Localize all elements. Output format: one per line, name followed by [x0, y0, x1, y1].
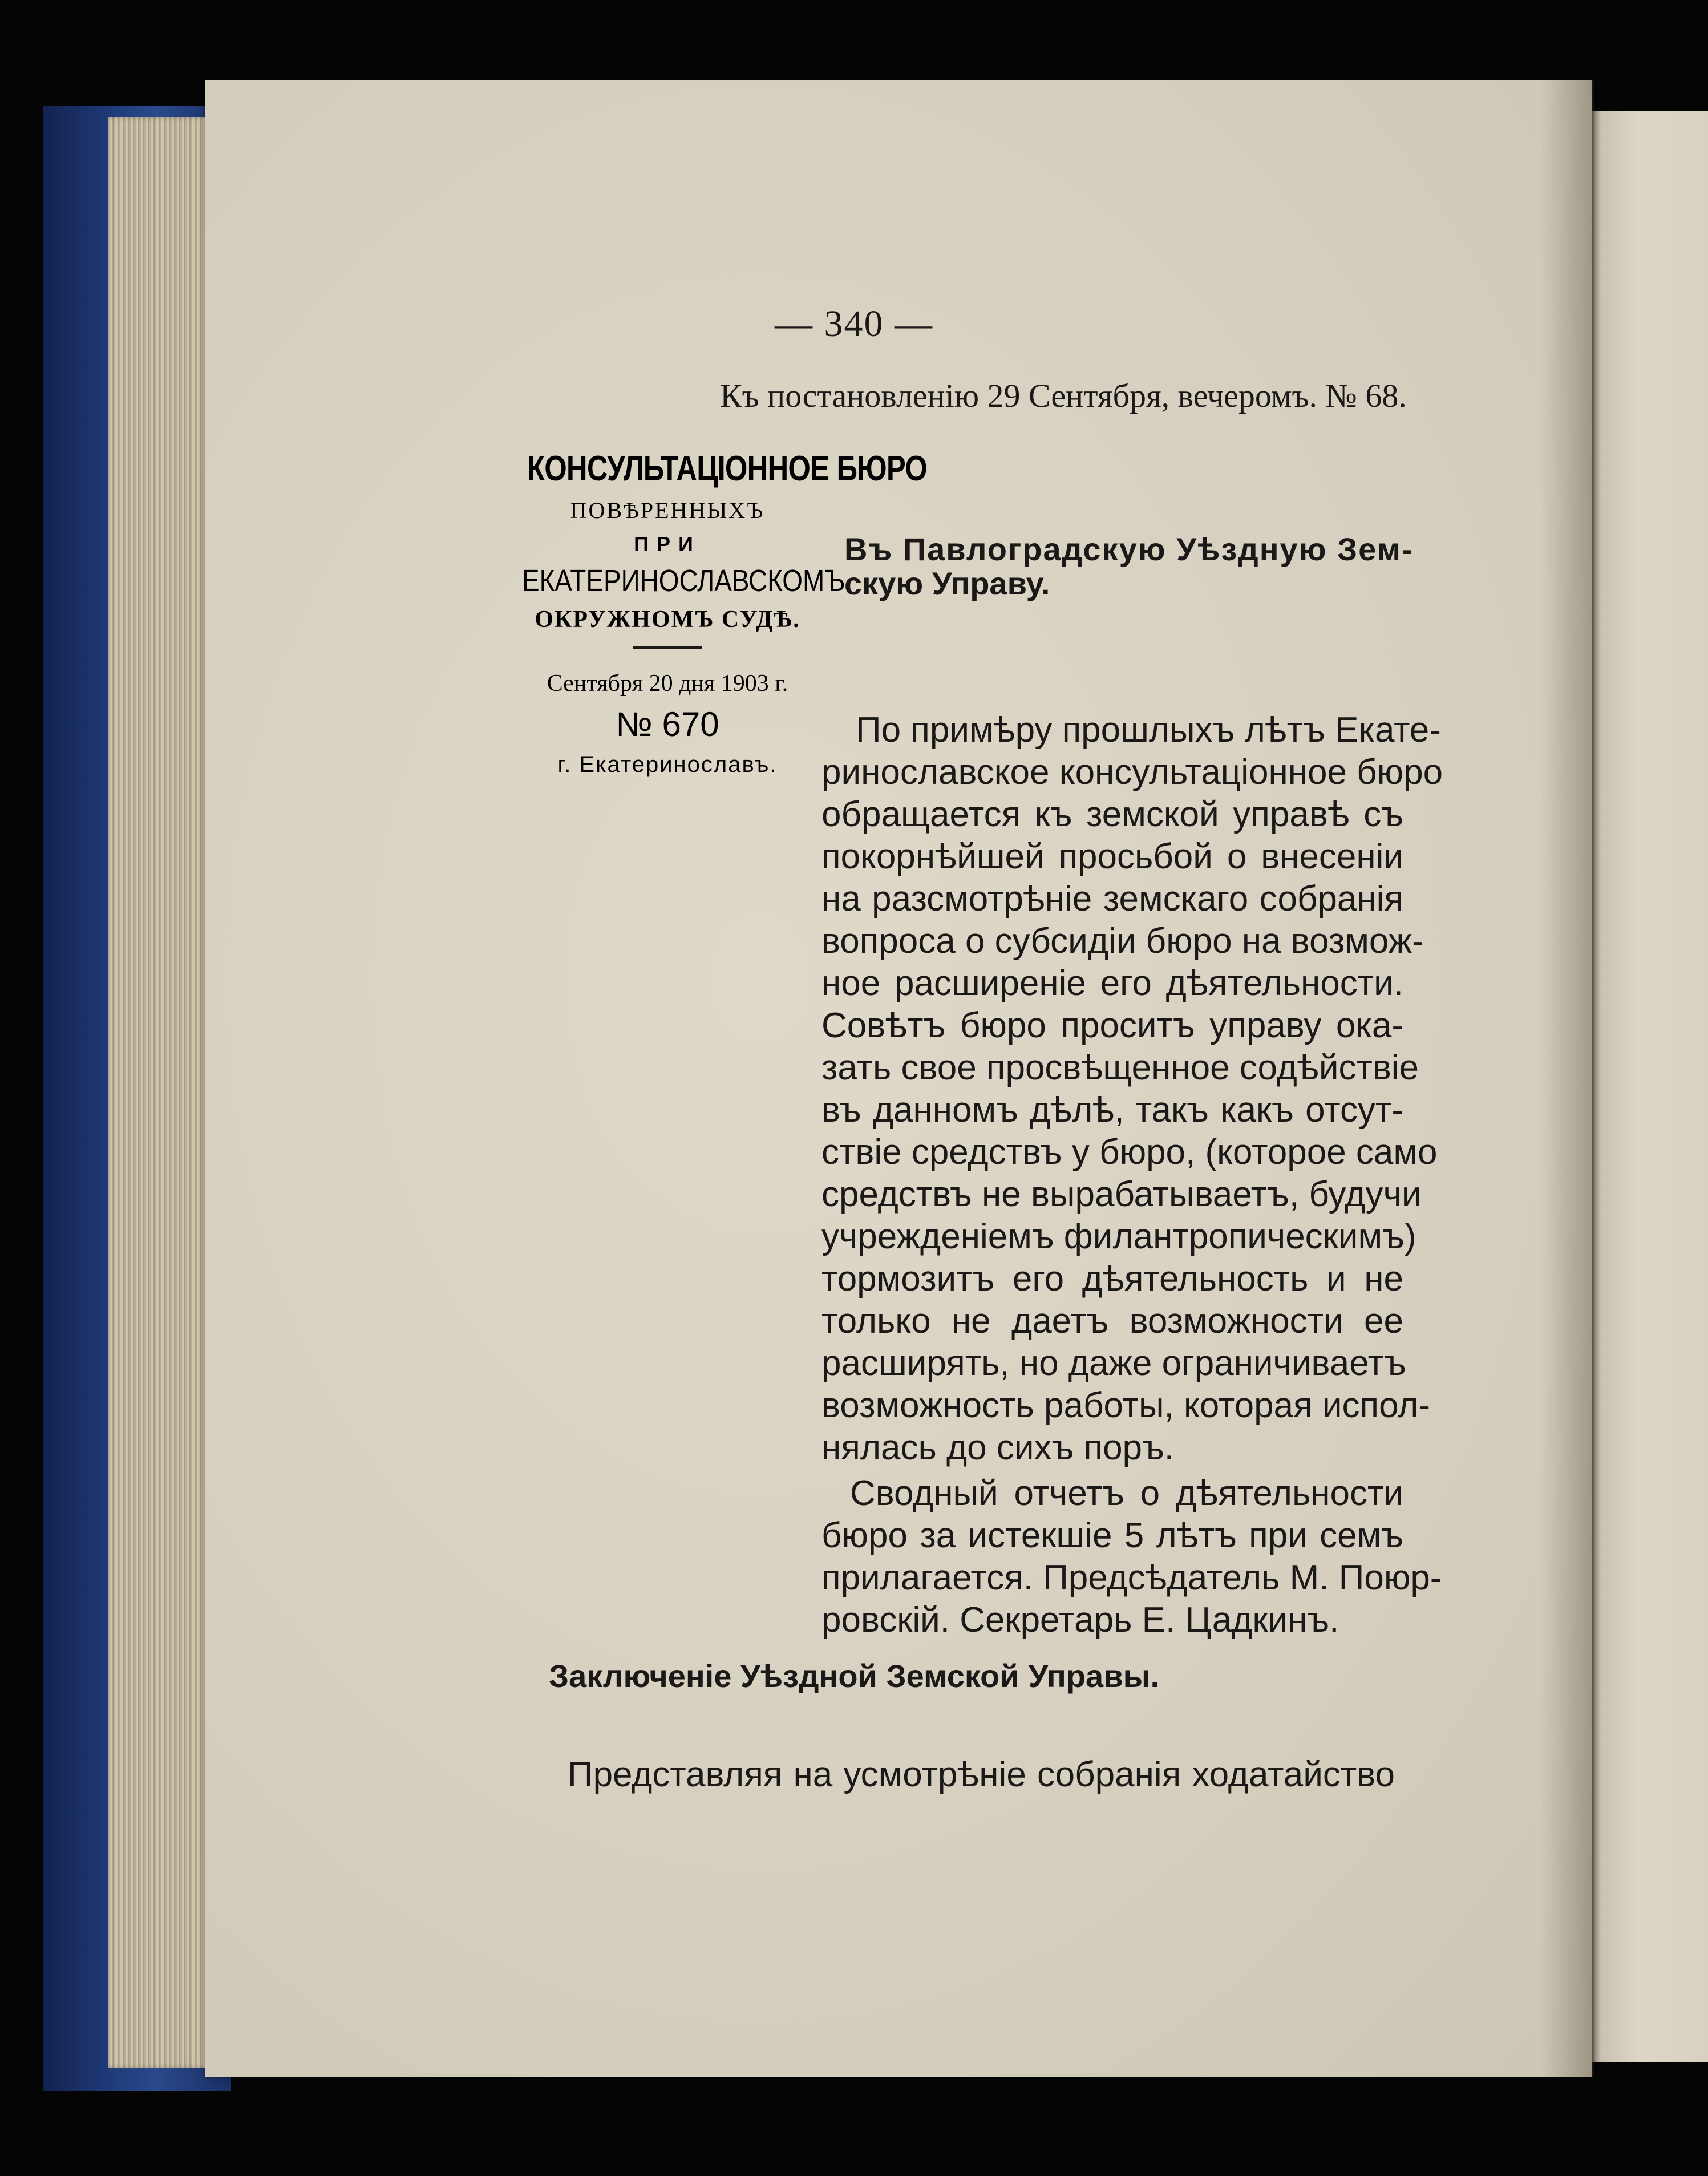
body-line: учрежденіемъ филантропическимъ): [821, 1217, 1416, 1256]
addressee-line-2: скую Управу.: [844, 565, 1050, 601]
conclusion-heading: Заключеніе Уѣздной Земской Управы.: [548, 1658, 1159, 1694]
body-line: Совѣтъ бюро проситъ управу ока-: [821, 1006, 1403, 1045]
body-line: средствъ не вырабатываетъ, будучи: [821, 1175, 1422, 1214]
facing-page-edge: [1592, 111, 1708, 2062]
body-line: вопроса о субсидіи бюро на возмож-: [821, 921, 1424, 961]
letter-place: г. Екатеринославъ.: [557, 752, 778, 777]
body-line: нялась до сихъ поръ.: [821, 1428, 1175, 1467]
letterhead-rule: [633, 646, 702, 649]
body-line: ринославское консультаціонное бюро: [821, 753, 1443, 792]
letter-number: № 670: [616, 705, 719, 743]
letterhead-line-court: ОКРУЖНОМЪ СУДѢ.: [535, 606, 800, 633]
letterhead: [496, 445, 928, 780]
body-line: ное расширеніе его дѣятельности.: [821, 964, 1403, 1003]
gutter-shadow: [1540, 80, 1594, 2077]
body-line: Сводный отчетъ о дѣятельности: [850, 1474, 1403, 1513]
body-line: на разсмотрѣніе земскаго собранія: [821, 879, 1403, 919]
body-line: По примѣру прошлыхъ лѣтъ Екате-: [856, 710, 1441, 750]
body-line: покорнѣйшей просьбой о внесеніи: [821, 837, 1403, 876]
body-line: ствіе средствъ у бюро, (которое само: [821, 1133, 1438, 1172]
addressee-line-1: Въ Павлоградскую Уѣздную Зем-: [844, 531, 1414, 567]
body-line: только не даетъ возможности ее: [821, 1301, 1403, 1341]
final-line: Представляя на усмотрѣніе собранія ходатайство: [568, 1755, 1395, 1794]
letterhead-line-city: ЕКАТЕРИНОСЛАВСКОМЪ: [522, 564, 845, 598]
letter-date: Сентября 20 дня 1903 г.: [547, 670, 788, 697]
body-line: зать свое просвѣщенное содѣйствіе: [821, 1048, 1419, 1087]
body-line: въ данномъ дѣлѣ, такъ какъ отсут-: [821, 1090, 1403, 1130]
letterhead-line-at: ПРИ: [634, 532, 701, 556]
body-line: ровскій. Секретарь Е. Цадкинъ.: [821, 1600, 1339, 1640]
resolution-reference: Къ постановленію 29 Сентября, вечеромъ. № 68.: [720, 377, 1407, 414]
body-line: обращается къ земской управѣ съ: [821, 795, 1403, 834]
body-line: бюро за истекшіе 5 лѣтъ при семъ: [821, 1516, 1403, 1555]
body-line: расширять, но даже ограничиваетъ: [821, 1344, 1406, 1383]
letterhead-line-attorneys: ПОВѢРЕННЫХЪ: [570, 498, 765, 523]
body-line: возможность работы, которая испол-: [821, 1386, 1431, 1425]
body-line: тормозитъ его дѣятельность и не: [821, 1259, 1403, 1299]
body-line: прилагается. Предсѣдатель М. Поюр-: [821, 1558, 1442, 1597]
page-number: — 340 —: [775, 303, 933, 345]
letterhead-title: КОНСУЛЬТАЦІОННОЕ БЮРО: [527, 449, 928, 488]
